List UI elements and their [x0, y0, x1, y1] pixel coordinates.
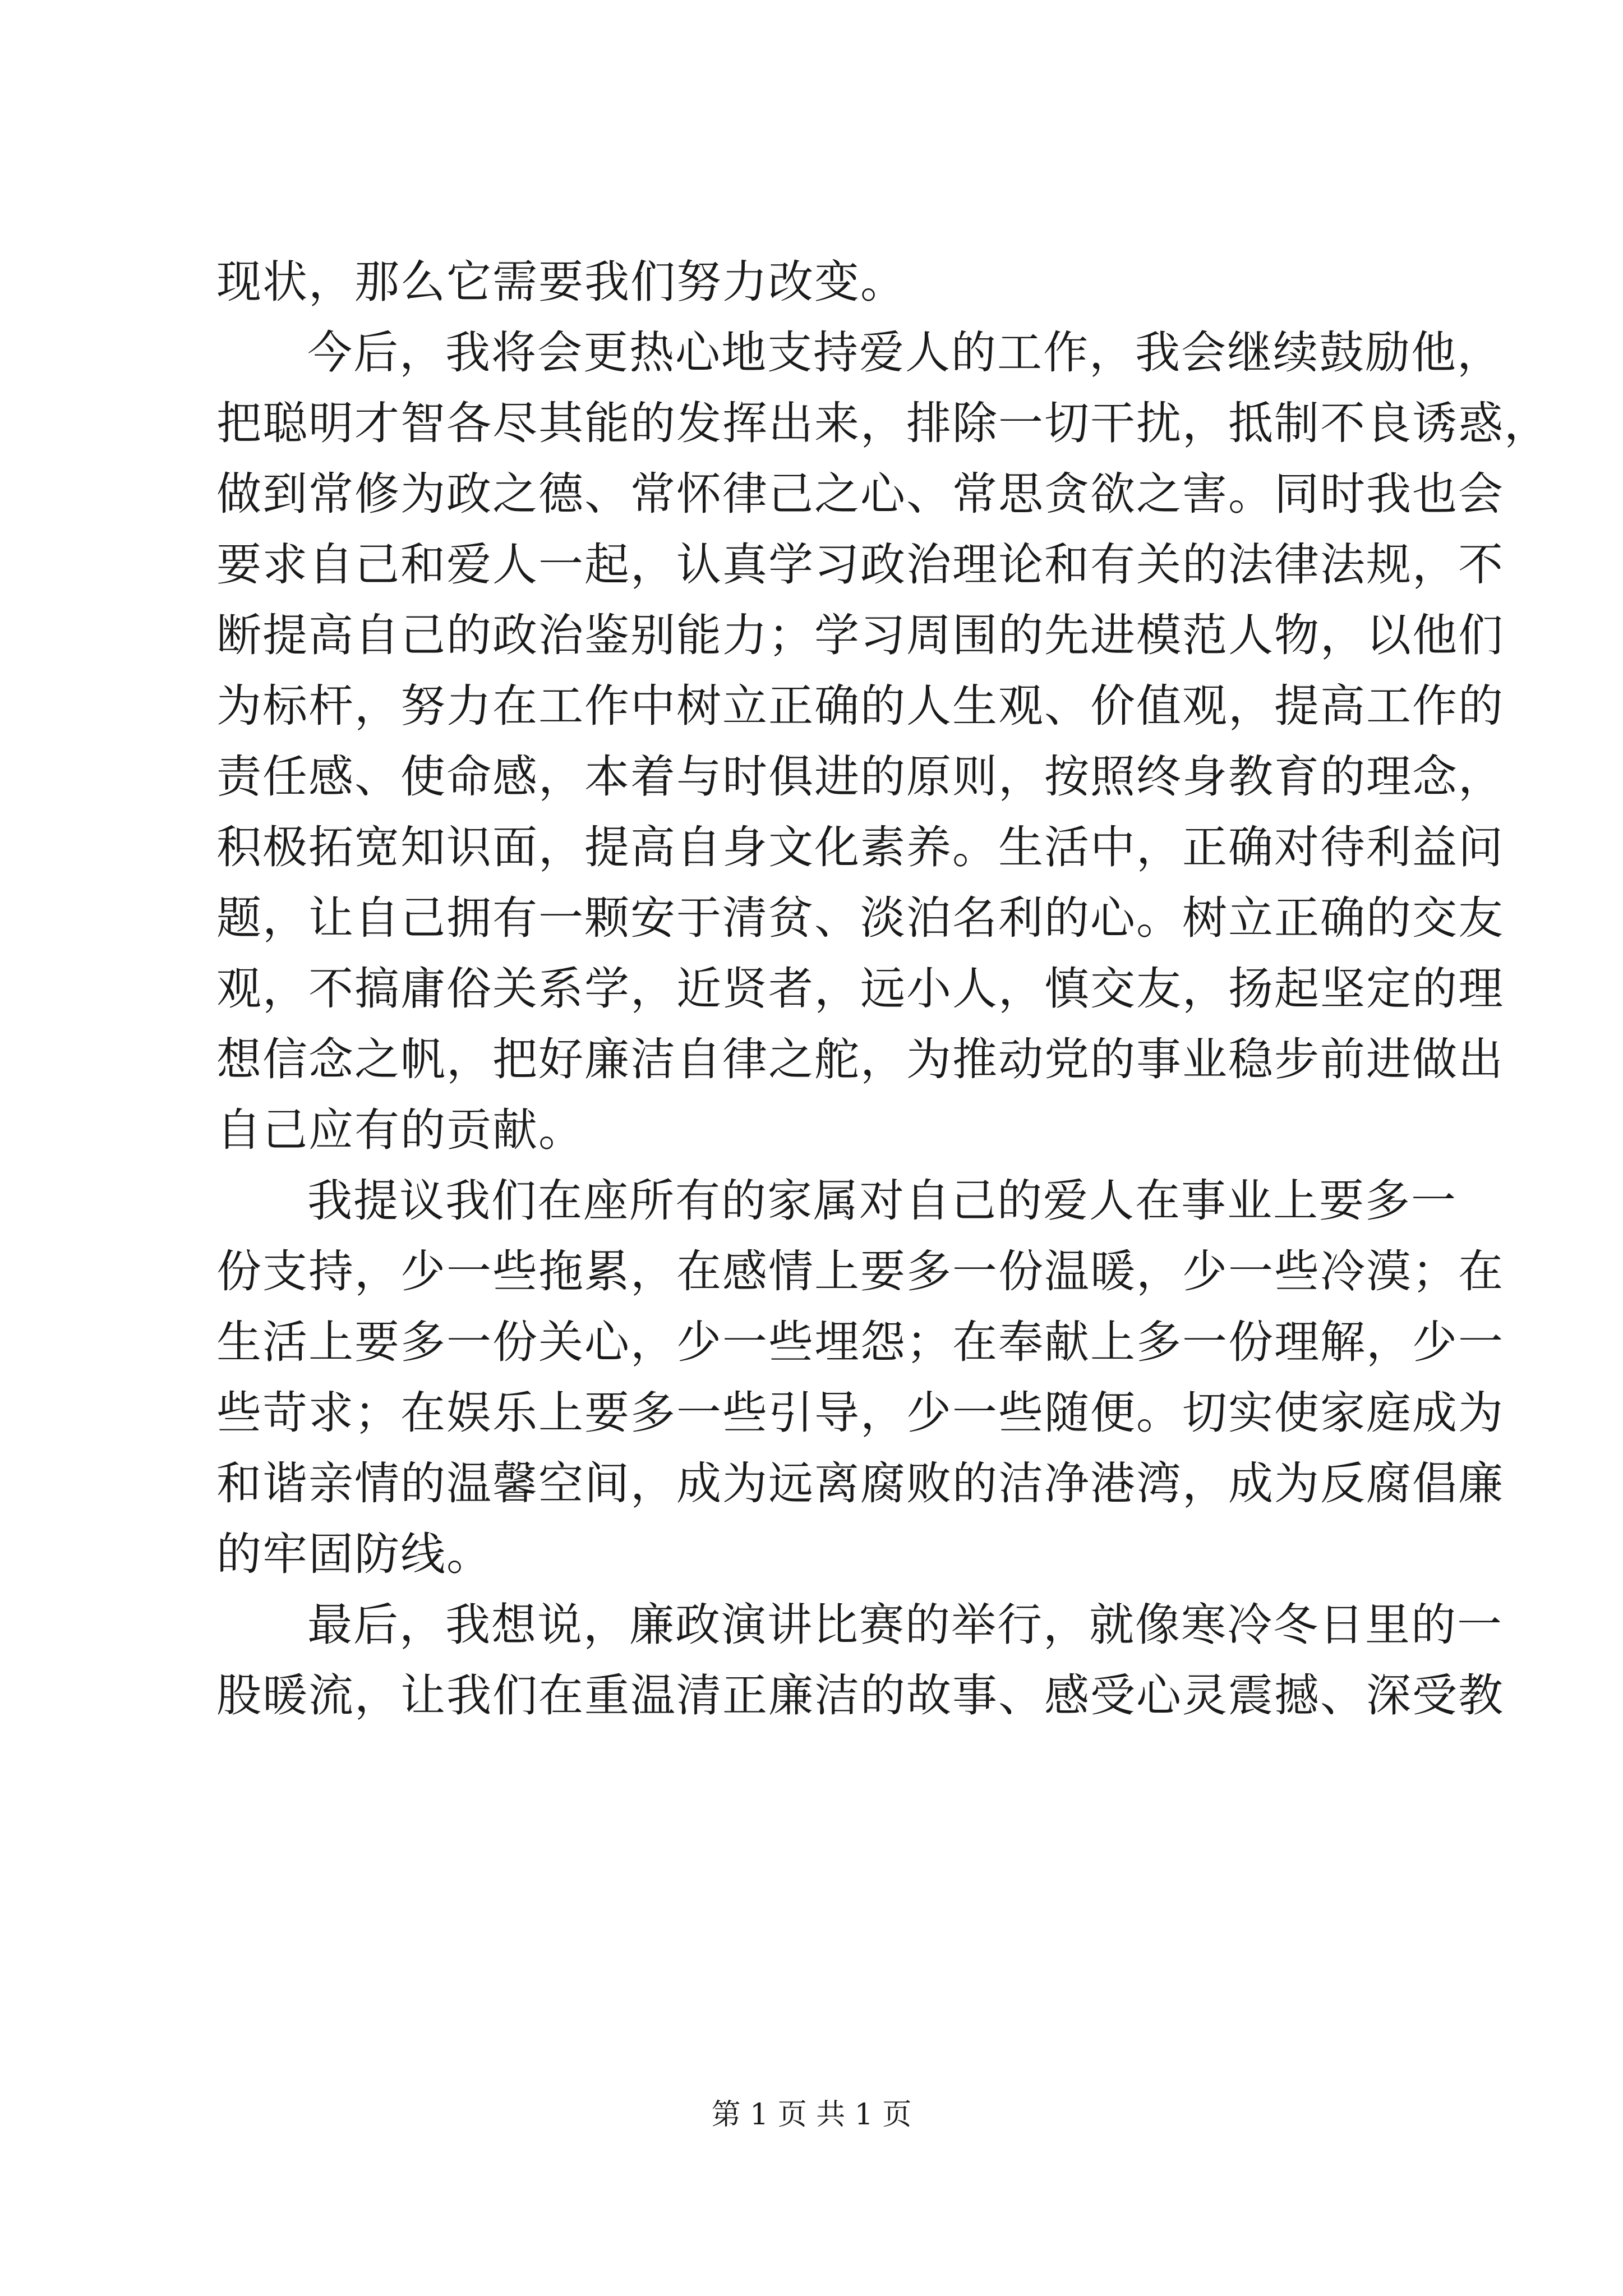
text-line: 把聪明才智各尽其能的发挥出来，排除一切干扰，抵制不良诱惑，: [216, 397, 1550, 449]
text-line: 观，不搞庸俗关系学，近贤者，远小人，慎交友，扬起坚定的理: [216, 963, 1504, 1015]
text-line: 想信念之帆，把好廉洁自律之舵，为推动党的事业稳步前进做出: [216, 1033, 1504, 1085]
text-line: 最后，我想说，廉政演讲比赛的举行，就像寒冷冬日里的一: [307, 1599, 1503, 1651]
text-line: 份支持，少一些拖累，在感情上要多一份温暖，少一些冷漠；在: [216, 1245, 1504, 1297]
text-line: 做到常修为政之德、常怀律己之心、常思贪欲之害。同时我也会: [216, 468, 1504, 520]
text-line: 些苛求；在娱乐上要多一些引导，少一些随便。切实使家庭成为: [216, 1387, 1504, 1439]
body-text: [216, 247, 1550, 1731]
text-line: 为标杆，努力在工作中树立正确的人生观、价值观，提高工作的: [216, 680, 1504, 732]
text-line: 要求自己和爱人一起，认真学习政治理论和有关的法律法规，不: [216, 539, 1504, 591]
page-footer: 第 1 页 共 1 页: [711, 2098, 912, 2132]
text-line: 现状，那么它需要我们努力改变。: [216, 256, 906, 308]
text-line: 的牢固防线。: [216, 1528, 492, 1580]
text-line: 责任感、使命感，本着与时俱进的原则，按照终身教育的理念，: [216, 751, 1504, 803]
text-line: 今后，我将会更热心地支持爱人的工作，我会继续鼓励他，: [307, 326, 1503, 379]
text-line: 断提高自己的政治鉴别能力；学习周围的先进模范人物，以他们: [216, 609, 1504, 661]
text-line: 题，让自己拥有一颗安于清贫、淡泊名利的心。树立正确的交友: [216, 892, 1504, 944]
text-line: 股暖流，让我们在重温清正廉洁的故事、感受心灵震撼、深受教: [216, 1669, 1504, 1722]
text-line: 我提议我们在座所有的家属对自己的爱人在事业上要多一: [307, 1175, 1457, 1227]
text-line: 和谐亲情的温馨空间，成为远离腐败的洁净港湾，成为反腐倡廉: [216, 1457, 1504, 1510]
text-line: 积极拓宽知识面，提高自身文化素养。生活中，正确对待利益问: [216, 821, 1504, 873]
text-line: 自己应有的贡献。: [216, 1104, 584, 1156]
text-line: 生活上要多一份关心，少一些埋怨；在奉献上多一份理解，少一: [216, 1316, 1504, 1368]
